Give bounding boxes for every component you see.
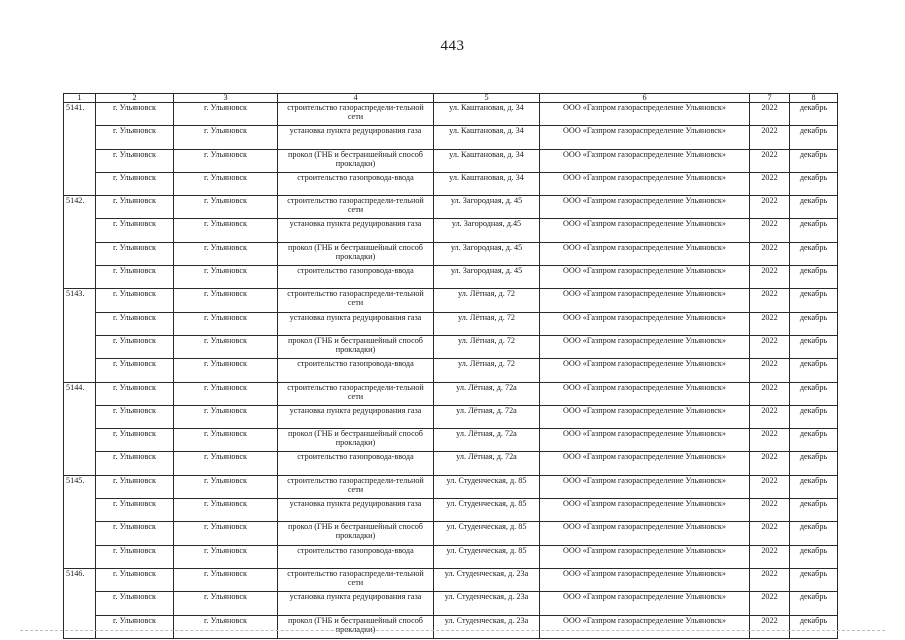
address-cell: ул. Загородная, д. 45 bbox=[434, 196, 540, 219]
work-type-cell: установка пункта редуцирования газа bbox=[278, 592, 434, 615]
year-cell: 2022 bbox=[750, 219, 790, 242]
work-type-cell: строительство газопровода-ввода bbox=[278, 266, 434, 289]
table-row bbox=[64, 522, 838, 545]
address-cell: ул. Лётная, д. 72 bbox=[434, 359, 540, 382]
month-cell: декабрь bbox=[790, 219, 838, 242]
month-cell: декабрь bbox=[790, 429, 838, 452]
organization-cell: ООО «Газпром газораспределение Ульяновск» bbox=[540, 522, 750, 545]
district-cell: г. Ульяновск bbox=[174, 592, 278, 615]
work-type-cell: установка пункта редуцирования газа bbox=[278, 219, 434, 242]
month-cell: декабрь bbox=[790, 545, 838, 568]
work-type-cell: прокол (ГНБ и бестраншейный способ прокладки) bbox=[278, 242, 434, 265]
organization-cell: ООО «Газпром газораспределение Ульяновск» bbox=[540, 429, 750, 452]
address-cell: ул. Лётная, д. 72а bbox=[434, 429, 540, 452]
year-cell: 2022 bbox=[750, 126, 790, 149]
month-cell: декабрь bbox=[790, 335, 838, 358]
address-cell: ул. Загородная, д. 45 bbox=[434, 242, 540, 265]
district-cell: г. Ульяновск bbox=[174, 196, 278, 219]
table-row bbox=[64, 103, 838, 126]
month-cell: декабрь bbox=[790, 475, 838, 498]
address-cell: ул. Лётная, д. 72 bbox=[434, 335, 540, 358]
year-cell: 2022 bbox=[750, 196, 790, 219]
col-header-7: 7 bbox=[750, 94, 790, 103]
settlement-cell: г. Ульяновск bbox=[96, 382, 174, 405]
month-cell: декабрь bbox=[790, 149, 838, 172]
col-header-1: 1 bbox=[64, 94, 96, 103]
settlement-cell: г. Ульяновск bbox=[96, 266, 174, 289]
work-type-cell: прокол (ГНБ и бестраншейный способ прокладки) bbox=[278, 615, 434, 638]
settlement-cell: г. Ульяновск bbox=[96, 545, 174, 568]
organization-cell: ООО «Газпром газораспределение Ульяновск» bbox=[540, 196, 750, 219]
works-table bbox=[63, 93, 838, 639]
district-cell: г. Ульяновск bbox=[174, 103, 278, 126]
year-cell: 2022 bbox=[750, 289, 790, 312]
work-type-cell: установка пункта редуцирования газа bbox=[278, 499, 434, 522]
district-cell: г. Ульяновск bbox=[174, 266, 278, 289]
settlement-cell: г. Ульяновск bbox=[96, 219, 174, 242]
district-cell: г. Ульяновск bbox=[174, 359, 278, 382]
district-cell: г. Ульяновск bbox=[174, 475, 278, 498]
organization-cell: ООО «Газпром газораспределение Ульяновск» bbox=[540, 103, 750, 126]
organization-cell: ООО «Газпром газораспределение Ульяновск» bbox=[540, 615, 750, 638]
work-type-cell: строительство газораспредели-тельной сети bbox=[278, 196, 434, 219]
page-bottom-divider bbox=[20, 630, 885, 631]
table-row bbox=[64, 359, 838, 382]
table-row bbox=[64, 568, 838, 591]
work-type-cell: строительство газопровода-ввода bbox=[278, 359, 434, 382]
settlement-cell: г. Ульяновск bbox=[96, 522, 174, 545]
table-row bbox=[64, 312, 838, 335]
work-type-cell: прокол (ГНБ и бестраншейный способ прокладки) bbox=[278, 522, 434, 545]
table-row bbox=[64, 475, 838, 498]
work-type-cell: строительство газораспредели-тельной сети bbox=[278, 475, 434, 498]
settlement-cell: г. Ульяновск bbox=[96, 475, 174, 498]
month-cell: декабрь bbox=[790, 568, 838, 591]
organization-cell: ООО «Газпром газораспределение Ульяновск» bbox=[540, 149, 750, 172]
month-cell: декабрь bbox=[790, 615, 838, 638]
settlement-cell: г. Ульяновск bbox=[96, 242, 174, 265]
district-cell: г. Ульяновск bbox=[174, 126, 278, 149]
month-cell: декабрь bbox=[790, 242, 838, 265]
address-cell: ул. Каштановая, д. 34 bbox=[434, 103, 540, 126]
col-header-3: 3 bbox=[174, 94, 278, 103]
district-cell: г. Ульяновск bbox=[174, 312, 278, 335]
year-cell: 2022 bbox=[750, 592, 790, 615]
address-cell: ул. Лётная, д. 72а bbox=[434, 382, 540, 405]
settlement-cell: г. Ульяновск bbox=[96, 615, 174, 638]
organization-cell: ООО «Газпром газораспределение Ульяновск» bbox=[540, 382, 750, 405]
table-row bbox=[64, 592, 838, 615]
address-cell: ул. Лётная, д. 72а bbox=[434, 405, 540, 428]
object-number: 5143. bbox=[64, 289, 96, 382]
organization-cell: ООО «Газпром газораспределение Ульяновск» bbox=[540, 312, 750, 335]
address-cell: ул. Каштановая, д. 34 bbox=[434, 126, 540, 149]
address-cell: ул. Загородная, д. 45 bbox=[434, 266, 540, 289]
settlement-cell: г. Ульяновск bbox=[96, 405, 174, 428]
year-cell: 2022 bbox=[750, 242, 790, 265]
organization-cell: ООО «Газпром газораспределение Ульяновск» bbox=[540, 592, 750, 615]
address-cell: ул. Каштановая, д. 34 bbox=[434, 149, 540, 172]
organization-cell: ООО «Газпром газораспределение Ульяновск» bbox=[540, 545, 750, 568]
table-body bbox=[64, 103, 838, 639]
table-row bbox=[64, 429, 838, 452]
year-cell: 2022 bbox=[750, 266, 790, 289]
settlement-cell: г. Ульяновск bbox=[96, 149, 174, 172]
col-header-8: 8 bbox=[790, 94, 838, 103]
month-cell: декабрь bbox=[790, 172, 838, 195]
settlement-cell: г. Ульяновск bbox=[96, 196, 174, 219]
settlement-cell: г. Ульяновск bbox=[96, 172, 174, 195]
month-cell: декабрь bbox=[790, 405, 838, 428]
year-cell: 2022 bbox=[750, 475, 790, 498]
col-header-6: 6 bbox=[540, 94, 750, 103]
organization-cell: ООО «Газпром газораспределение Ульяновск» bbox=[540, 452, 750, 475]
table-row bbox=[64, 405, 838, 428]
month-cell: декабрь bbox=[790, 289, 838, 312]
organization-cell: ООО «Газпром газораспределение Ульяновск» bbox=[540, 335, 750, 358]
year-cell: 2022 bbox=[750, 335, 790, 358]
organization-cell: ООО «Газпром газораспределение Ульяновск» bbox=[540, 475, 750, 498]
organization-cell: ООО «Газпром газораспределение Ульяновск» bbox=[540, 219, 750, 242]
organization-cell: ООО «Газпром газораспределение Ульяновск» bbox=[540, 126, 750, 149]
district-cell: г. Ульяновск bbox=[174, 452, 278, 475]
settlement-cell: г. Ульяновск bbox=[96, 312, 174, 335]
work-type-cell: прокол (ГНБ и бестраншейный способ прокладки) bbox=[278, 149, 434, 172]
month-cell: декабрь bbox=[790, 592, 838, 615]
table-row bbox=[64, 382, 838, 405]
organization-cell: ООО «Газпром газораспределение Ульяновск» bbox=[540, 359, 750, 382]
address-cell: ул. Студенческая, д. 85 bbox=[434, 499, 540, 522]
district-cell: г. Ульяновск bbox=[174, 499, 278, 522]
settlement-cell: г. Ульяновск bbox=[96, 126, 174, 149]
year-cell: 2022 bbox=[750, 615, 790, 638]
district-cell: г. Ульяновск bbox=[174, 172, 278, 195]
district-cell: г. Ульяновск bbox=[174, 382, 278, 405]
year-cell: 2022 bbox=[750, 149, 790, 172]
settlement-cell: г. Ульяновск bbox=[96, 103, 174, 126]
month-cell: декабрь bbox=[790, 312, 838, 335]
organization-cell: ООО «Газпром газораспределение Ульяновск» bbox=[540, 289, 750, 312]
month-cell: декабрь bbox=[790, 126, 838, 149]
col-header-5: 5 bbox=[434, 94, 540, 103]
page-number: 443 bbox=[440, 38, 465, 54]
work-type-cell: строительство газораспредели-тельной сети bbox=[278, 382, 434, 405]
month-cell: декабрь bbox=[790, 499, 838, 522]
district-cell: г. Ульяновск bbox=[174, 289, 278, 312]
district-cell: г. Ульяновск bbox=[174, 568, 278, 591]
work-type-cell: строительство газораспредели-тельной сети bbox=[278, 568, 434, 591]
table-row bbox=[64, 242, 838, 265]
year-cell: 2022 bbox=[750, 312, 790, 335]
settlement-cell: г. Ульяновск bbox=[96, 592, 174, 615]
year-cell: 2022 bbox=[750, 452, 790, 475]
table-row bbox=[64, 499, 838, 522]
table-row bbox=[64, 289, 838, 312]
year-cell: 2022 bbox=[750, 172, 790, 195]
address-cell: ул. Каштановая, д. 34 bbox=[434, 172, 540, 195]
year-cell: 2022 bbox=[750, 382, 790, 405]
month-cell: декабрь bbox=[790, 196, 838, 219]
district-cell: г. Ульяновск bbox=[174, 545, 278, 568]
work-type-cell: строительство газораспредели-тельной сети bbox=[278, 103, 434, 126]
table-row bbox=[64, 335, 838, 358]
district-cell: г. Ульяновск bbox=[174, 242, 278, 265]
col-header-4: 4 bbox=[278, 94, 434, 103]
address-cell: ул. Студенческая, д. 85 bbox=[434, 522, 540, 545]
settlement-cell: г. Ульяновск bbox=[96, 429, 174, 452]
year-cell: 2022 bbox=[750, 405, 790, 428]
work-type-cell: установка пункта редуцирования газа bbox=[278, 312, 434, 335]
work-type-cell: строительство газораспредели-тельной сети bbox=[278, 289, 434, 312]
settlement-cell: г. Ульяновск bbox=[96, 452, 174, 475]
object-number: 5145. bbox=[64, 475, 96, 568]
year-cell: 2022 bbox=[750, 568, 790, 591]
year-cell: 2022 bbox=[750, 522, 790, 545]
work-type-cell: строительство газопровода-ввода bbox=[278, 452, 434, 475]
work-type-cell: строительство газопровода-ввода bbox=[278, 545, 434, 568]
district-cell: г. Ульяновск bbox=[174, 405, 278, 428]
month-cell: декабрь bbox=[790, 452, 838, 475]
address-cell: ул. Студенческая, д. 85 bbox=[434, 545, 540, 568]
month-cell: декабрь bbox=[790, 522, 838, 545]
object-number: 5141. bbox=[64, 103, 96, 196]
header-row bbox=[64, 94, 838, 103]
district-cell: г. Ульяновск bbox=[174, 219, 278, 242]
district-cell: г. Ульяновск bbox=[174, 429, 278, 452]
col-header-2: 2 bbox=[96, 94, 174, 103]
organization-cell: ООО «Газпром газораспределение Ульяновск» bbox=[540, 172, 750, 195]
district-cell: г. Ульяновск bbox=[174, 615, 278, 638]
work-type-cell: прокол (ГНБ и бестраншейный способ прокладки) bbox=[278, 429, 434, 452]
year-cell: 2022 bbox=[750, 103, 790, 126]
address-cell: ул. Лётная, д. 72 bbox=[434, 289, 540, 312]
month-cell: декабрь bbox=[790, 266, 838, 289]
organization-cell: ООО «Газпром газораспределение Ульяновск» bbox=[540, 266, 750, 289]
address-cell: ул. Студенческая, д. 23а bbox=[434, 592, 540, 615]
table-row bbox=[64, 172, 838, 195]
year-cell: 2022 bbox=[750, 545, 790, 568]
address-cell: ул. Студенческая, д. 85 bbox=[434, 475, 540, 498]
address-cell: ул. Студенческая, д. 23а bbox=[434, 615, 540, 638]
settlement-cell: г. Ульяновск bbox=[96, 335, 174, 358]
table-row bbox=[64, 452, 838, 475]
work-type-cell: установка пункта редуцирования газа bbox=[278, 126, 434, 149]
table-row bbox=[64, 126, 838, 149]
organization-cell: ООО «Газпром газораспределение Ульяновск» bbox=[540, 499, 750, 522]
organization-cell: ООО «Газпром газораспределение Ульяновск» bbox=[540, 405, 750, 428]
month-cell: декабрь bbox=[790, 382, 838, 405]
settlement-cell: г. Ульяновск bbox=[96, 359, 174, 382]
work-type-cell: установка пункта редуцирования газа bbox=[278, 405, 434, 428]
address-cell: ул. Студенческая, д. 23а bbox=[434, 568, 540, 591]
table-row bbox=[64, 196, 838, 219]
work-type-cell: прокол (ГНБ и бестраншейный способ прокладки) bbox=[278, 335, 434, 358]
object-number: 5144. bbox=[64, 382, 96, 475]
district-cell: г. Ульяновск bbox=[174, 149, 278, 172]
year-cell: 2022 bbox=[750, 359, 790, 382]
table-row bbox=[64, 545, 838, 568]
district-cell: г. Ульяновск bbox=[174, 522, 278, 545]
settlement-cell: г. Ульяновск bbox=[96, 499, 174, 522]
address-cell: ул. Лётная, д. 72а bbox=[434, 452, 540, 475]
table-row bbox=[64, 266, 838, 289]
organization-cell: ООО «Газпром газораспределение Ульяновск» bbox=[540, 242, 750, 265]
year-cell: 2022 bbox=[750, 429, 790, 452]
table-row bbox=[64, 219, 838, 242]
object-number: 5146. bbox=[64, 568, 96, 638]
address-cell: ул. Загородная, д.45 bbox=[434, 219, 540, 242]
month-cell: декабрь bbox=[790, 359, 838, 382]
year-cell: 2022 bbox=[750, 499, 790, 522]
month-cell: декабрь bbox=[790, 103, 838, 126]
district-cell: г. Ульяновск bbox=[174, 335, 278, 358]
settlement-cell: г. Ульяновск bbox=[96, 568, 174, 591]
object-number: 5142. bbox=[64, 196, 96, 289]
settlement-cell: г. Ульяновск bbox=[96, 289, 174, 312]
organization-cell: ООО «Газпром газораспределение Ульяновск» bbox=[540, 568, 750, 591]
table-row bbox=[64, 149, 838, 172]
address-cell: ул. Лётная, д. 72 bbox=[434, 312, 540, 335]
work-type-cell: строительство газопровода-ввода bbox=[278, 172, 434, 195]
table-row bbox=[64, 615, 838, 638]
